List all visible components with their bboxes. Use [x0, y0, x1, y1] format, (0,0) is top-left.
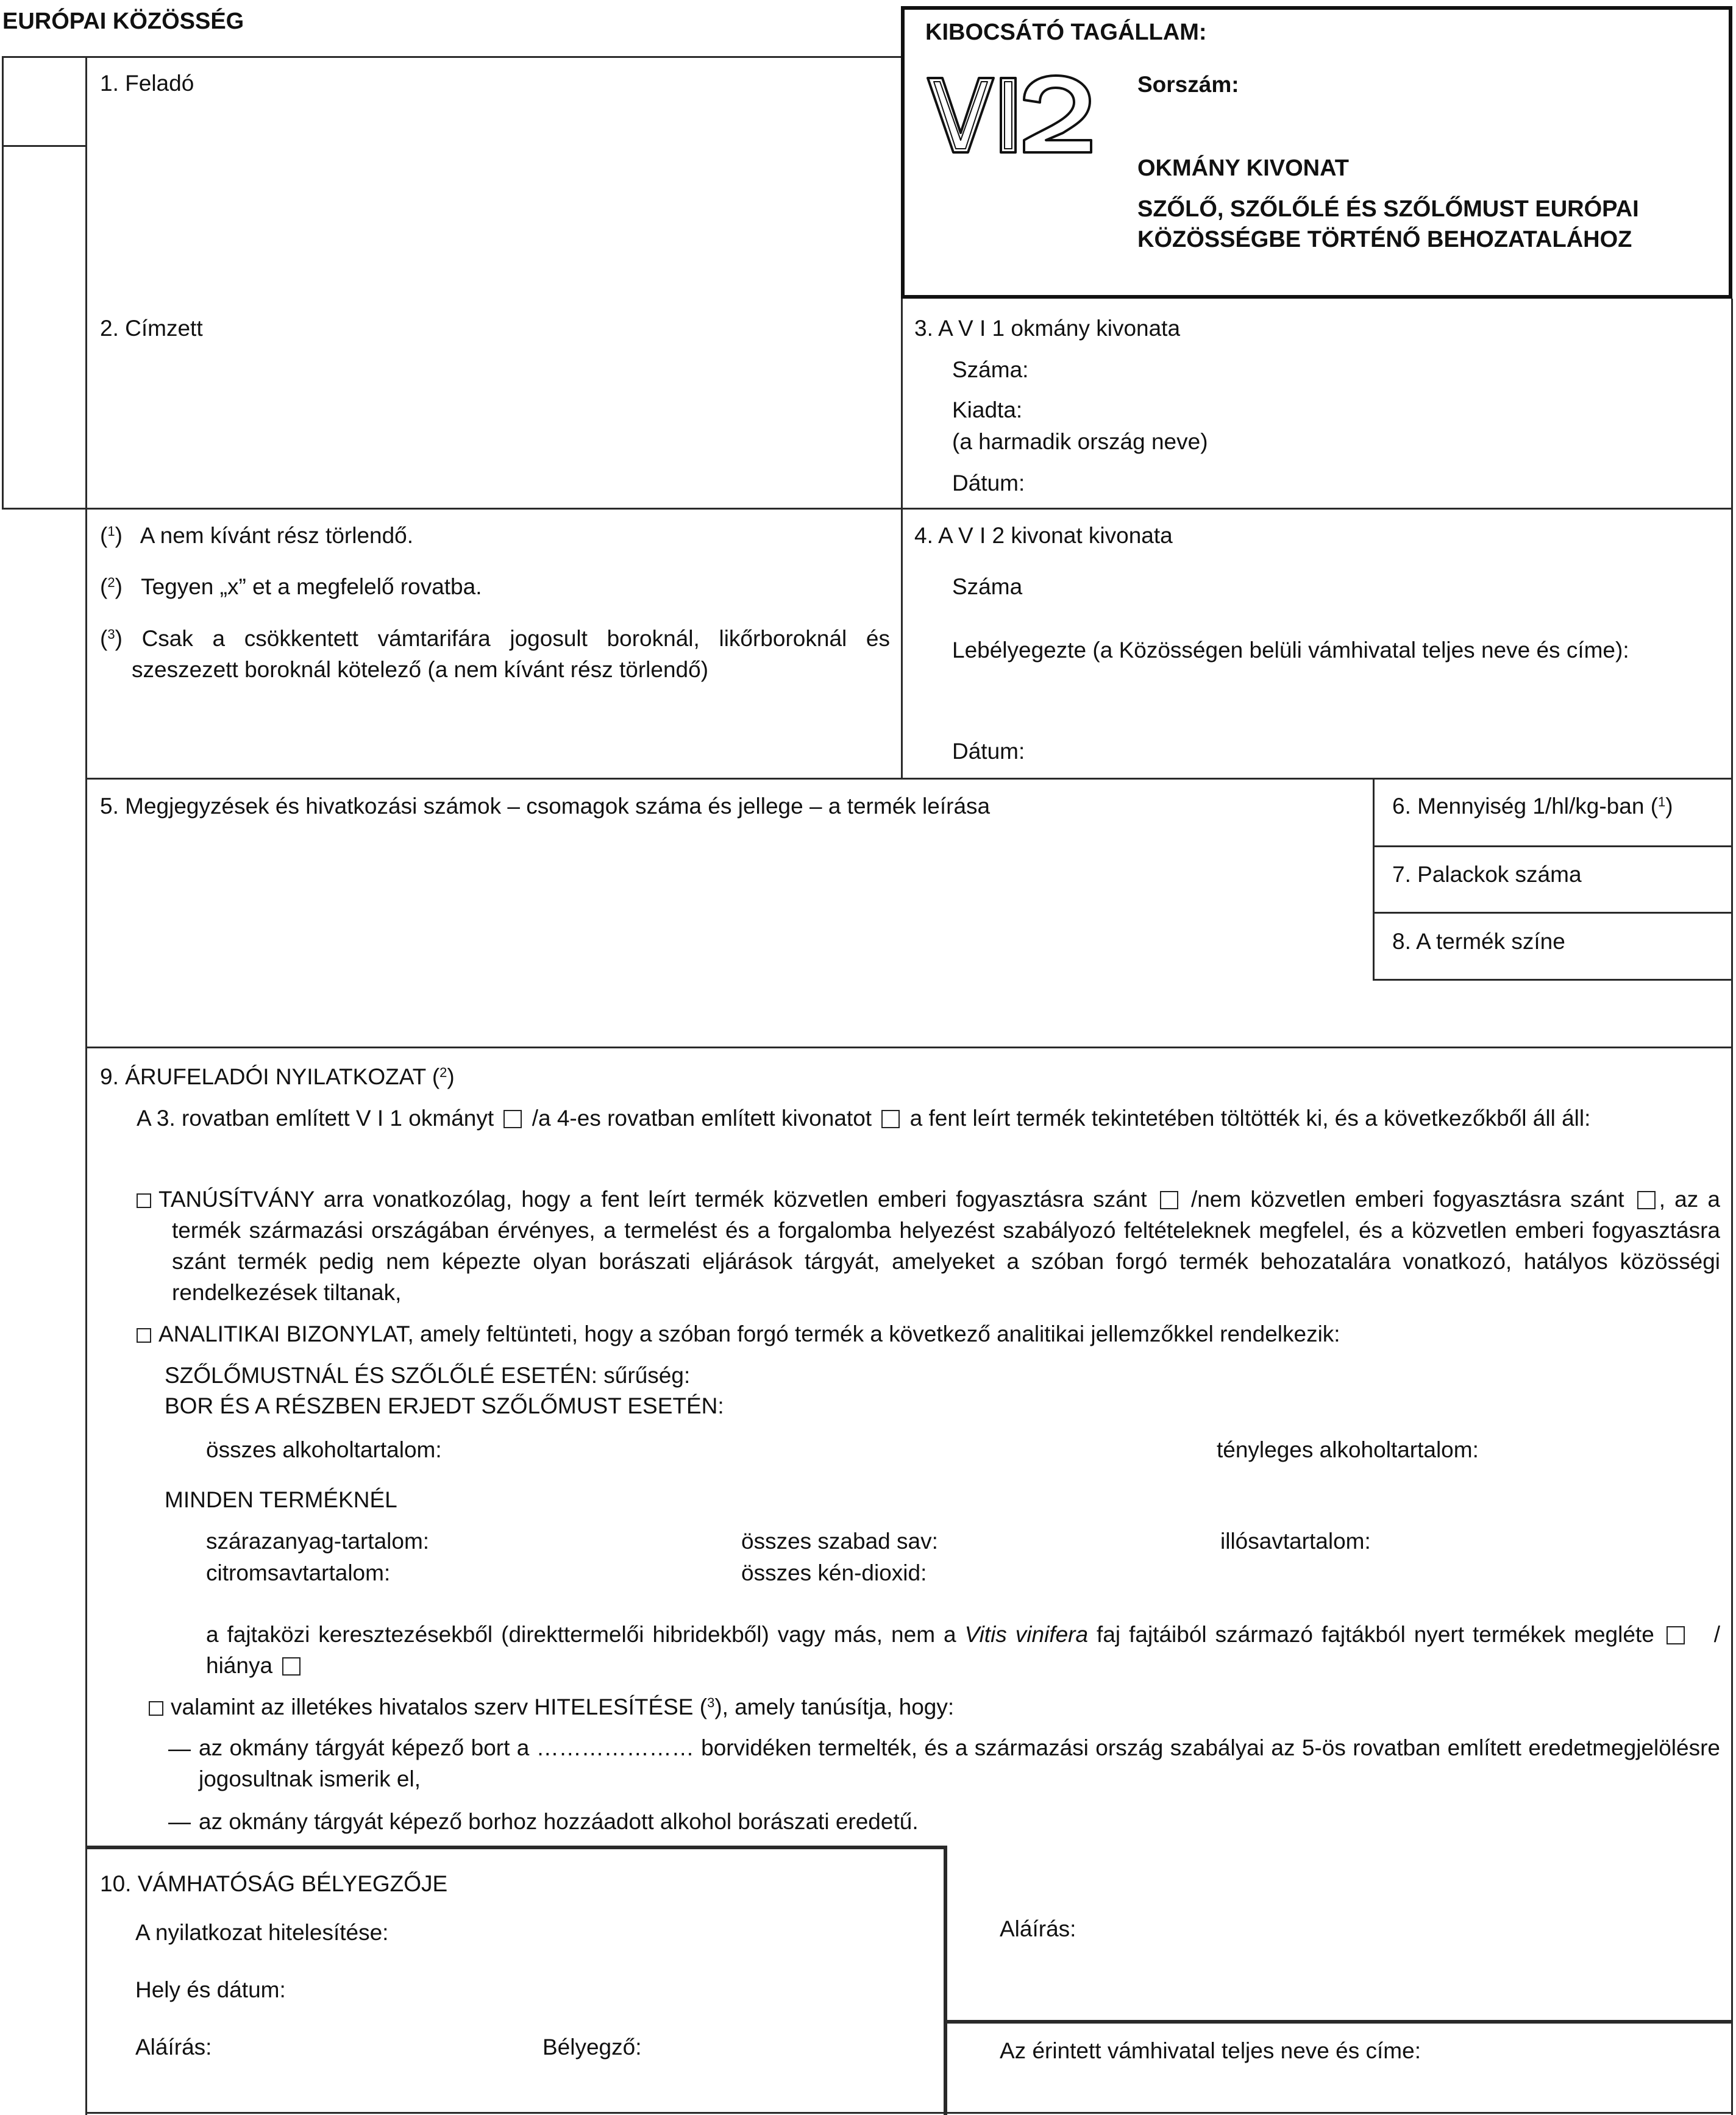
community-title: EURÓPAI KÖZÖSSÉG	[2, 9, 244, 34]
box1-label: 1. Feladó	[100, 71, 194, 96]
rule	[85, 778, 1733, 780]
certificate-paragraph: TANÚSÍTVÁNY arra vonatkozólag, hogy a fent leírt termék közvetlen emberi fogyasztásra szánt /nem közvetlen emberi fogyasztásra szánt , az a termék származási országában érvényes, a termelést és a forgalomba helyezést szabályozó feltételeknek megfelel, és a közvetlen emberi fogyasztásra szánt termék pedig nem képezte olyan borászati eljárások tárgyát, amelyeket a szóban forgó termék behozatalára vonatkozó, hatályos közösségi rendelkezések tiltanak,	[137, 1184, 1720, 1308]
vi1-checkbox[interactable]	[503, 1110, 522, 1128]
total-alcohol: összes alkoholtartalom:	[206, 1437, 442, 1462]
box3-issued-by: Kiadta:	[952, 397, 1023, 422]
item1-dash: —	[168, 1736, 191, 1761]
box6-label: 6. Mennyiség 1/hl/kg-ban ($^1$)	[1392, 794, 1673, 819]
item2-dash: —	[168, 1809, 191, 1834]
box7-label: 7. Palackok száma	[1392, 862, 1582, 887]
hybrid-paragraph: a fajtaközi keresztezésekből (direkttermelői hibridekből) vagy más, nem a Vitis vinifera faj fajtáiból származó fajtákból nyert termékek megléte / hiánya	[206, 1622, 1720, 1678]
rule	[85, 2112, 1733, 2114]
certificate-checkbox[interactable]	[137, 1193, 151, 1208]
box3-date: Dátum:	[952, 471, 1025, 496]
box3-issued-by-note: (a harmadik ország neve)	[952, 429, 1208, 454]
sulphur-dioxide: összes kén-dioxid:	[741, 1560, 927, 1585]
actual-alcohol: tényleges alkoholtartalom:	[1217, 1437, 1479, 1462]
form-code-logo	[925, 72, 1096, 157]
all-products-heading: MINDEN TERMÉKNÉL	[165, 1487, 397, 1512]
box10-office: Az érintett vámhivatal teljes neve és címe:	[1000, 2038, 1421, 2063]
item2-text: az okmány tárgyát képező borhoz hozzáadott alkohol borászati eredetű.	[199, 1809, 919, 1834]
box2-label: 2. Címzett	[100, 316, 203, 341]
document-subtitle-2: KÖZÖSSÉGBE TÖRTÉNŐ BEHOZATALÁHOZ	[1137, 227, 1632, 252]
box10-place-date: Hely és dátum:	[135, 1977, 286, 2002]
footnote-1: ($^1$) A nem kívánt rész törlendő.	[100, 523, 414, 548]
analytic-line: ANALITIKAI BIZONYLAT, amely feltünteti, hogy a szóban forgó termék a következő analitikai jellemzőkkel rendelkezik:	[137, 1321, 1340, 1348]
rule	[2, 56, 4, 509]
footnote-2: ($^2$) Tegyen „x” et a megfelelő rovatba.	[100, 574, 482, 599]
box10-signature: Aláírás:	[135, 2035, 212, 2060]
must-density: SZŐLŐMUSTNÁL ÉS SZŐLŐLÉ ESETÉN: sűrűség:	[165, 1363, 691, 1388]
box10-right-signature: Aláírás:	[1000, 1916, 1076, 1941]
rule	[1373, 778, 1375, 980]
rule	[1731, 299, 1733, 2115]
box3-number: Száma:	[952, 357, 1029, 382]
form-code-text: VI2	[925, 72, 927, 73]
footnote-3: ($^3$) Csak a csökkentett vámtarifára jogosult boroknál, likőrboroknál és szeszezett boroknál kötelező (a nem kívánt rész törlendő)	[100, 626, 890, 682]
rule	[85, 1047, 1733, 1048]
rule	[944, 1846, 947, 2115]
rule	[2, 56, 903, 58]
box9-doc-line: A 3. rovatban említett V I 1 okmányt /a 4-es rovatban említett kivonatot a fent leírt termék tekintetében töltötték ki, és a következőkből áll áll:	[137, 1106, 1591, 1131]
rule	[901, 299, 903, 778]
hybrid-absent-checkbox[interactable]	[282, 1657, 301, 1676]
rule	[1373, 845, 1733, 847]
box5-label: 5. Megjegyzések és hivatkozási számok – csomagok száma és jellege – a termék leírása	[100, 794, 991, 819]
direct-consumption-checkbox[interactable]	[1160, 1191, 1178, 1209]
rule	[2, 145, 85, 147]
indirect-consumption-checkbox[interactable]	[1637, 1191, 1656, 1209]
document-title: OKMÁNY KIVONAT	[1137, 155, 1349, 181]
hybrid-present-checkbox[interactable]	[1667, 1626, 1685, 1644]
issuing-state-label: KIBOCSÁTÓ TAGÁLLAM:	[925, 20, 1207, 45]
document-subtitle-1: SZŐLŐ, SZŐLŐLÉ ÉS SZŐLŐMUST EURÓPAI	[1137, 196, 1639, 222]
box4-date: Dátum:	[952, 739, 1025, 764]
rule	[85, 56, 87, 2115]
box9-title: 9. ÁRUFELADÓI NYILATKOZAT ($^2$)	[100, 1064, 455, 1089]
rule	[1373, 912, 1733, 914]
box3-label: 3. A V I 1 okmány kivonata	[914, 316, 1181, 341]
box10-stamp: Bélyegző:	[542, 2035, 642, 2060]
serial-label: Sorszám:	[1137, 72, 1239, 97]
rule	[944, 2020, 1733, 2024]
authentication-line: valamint az illetékes hivatalos szerv HITELESÍTÉSE ($^3$), amely tanúsítja, hogy:	[149, 1694, 954, 1721]
dry-extract: szárazanyag-tartalom:	[206, 1529, 430, 1554]
box10-auth: A nyilatkozat hitelesítése:	[135, 1920, 389, 1945]
analytic-checkbox[interactable]	[137, 1328, 151, 1343]
rule	[2, 508, 1733, 510]
extract-checkbox[interactable]	[881, 1110, 900, 1128]
box8-label: 8. A termék színe	[1392, 929, 1565, 954]
citric-acid: citromsavtartalom:	[206, 1560, 391, 1585]
total-acid: összes szabad sav:	[741, 1529, 938, 1554]
box4-stamped-by: Lebélyegezte (a Közösségen belüli vámhivatal teljes neve és címe):	[952, 638, 1629, 663]
rule	[85, 1846, 947, 1849]
box4-label: 4. A V I 2 kivonat kivonata	[914, 523, 1173, 548]
item1-text: az okmány tárgyát képező bort a ………………… borvidéken termelték, és a származási ország szabályai az 5-ös rovatban említett eredetmegjelölésre jogosultnak ismerik el,	[199, 1735, 1720, 1791]
box4-number: Száma	[952, 574, 1023, 599]
rule	[1373, 979, 1733, 981]
wine-heading: BOR ÉS A RÉSZBEN ERJEDT SZŐLŐMUST ESETÉN:	[165, 1393, 724, 1418]
box10-title: 10. VÁMHATÓSÁG BÉLYEGZŐJE	[100, 1871, 448, 1896]
volatile-acid: illósavtartalom:	[1220, 1529, 1371, 1554]
authentication-checkbox[interactable]	[149, 1701, 163, 1716]
